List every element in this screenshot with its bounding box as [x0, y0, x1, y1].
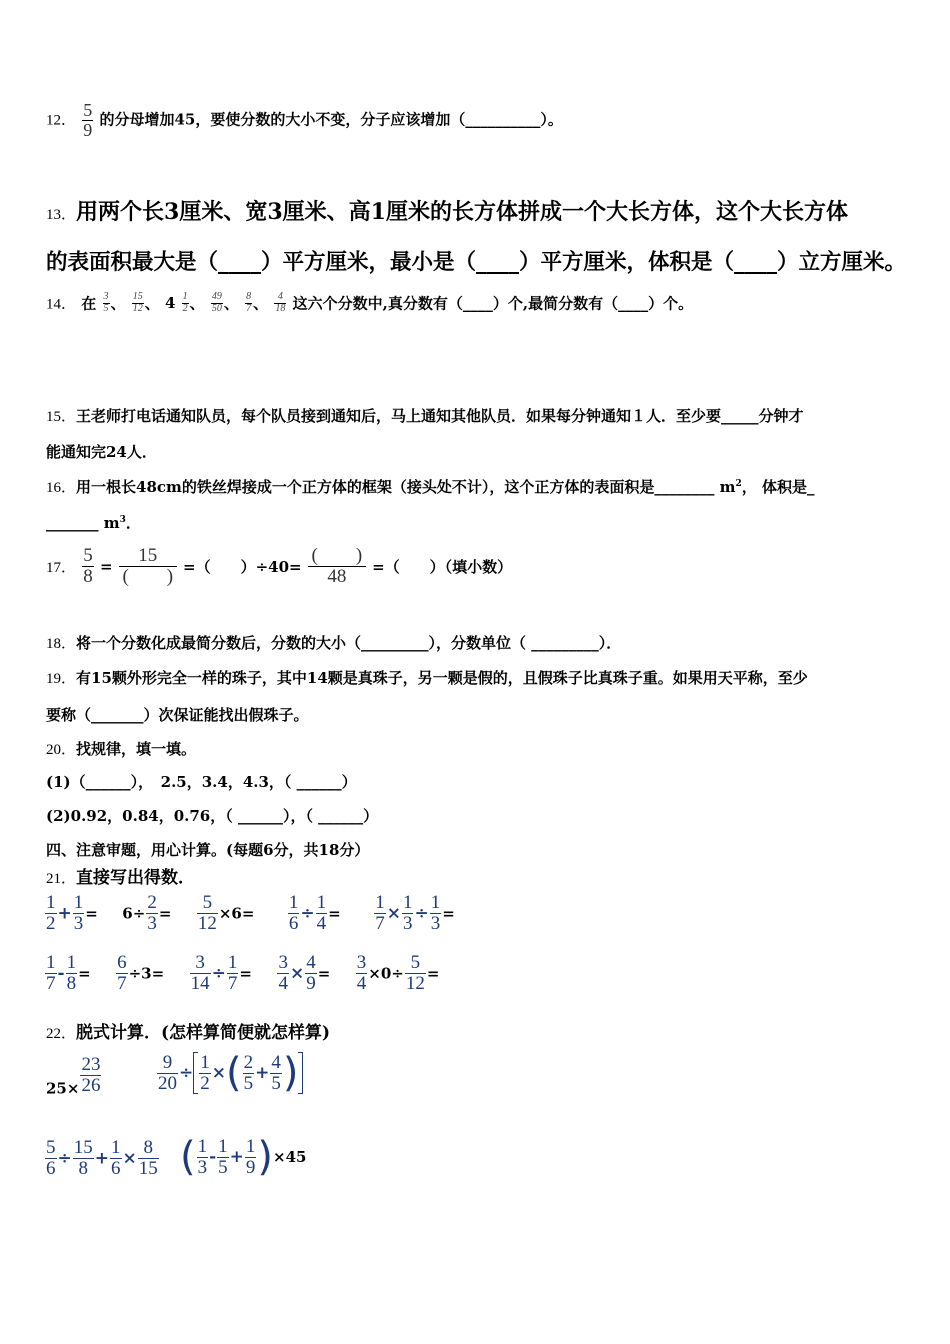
fraction: $\frac{1}{7}$ — [46, 952, 56, 994]
fraction: $\frac{3}{4}$ — [278, 952, 288, 994]
question-text: 直接写出得数． — [76, 868, 196, 888]
fraction: $\frac{49}{50}$ — [211, 291, 222, 314]
fraction: $\frac{15}{12}$ — [132, 291, 143, 314]
expression-4: ( $\frac{1}{3}$ - $\frac{1}{5}$ + $\frac{1}{9}$ )×45 — [180, 1134, 307, 1180]
question-number: 15． — [46, 409, 77, 425]
question-text: 有15颗外形完全一样的珠子，其中14颗是真珠子，另一颗是假的，且假珠子比真珠子重。如果用天平称，至少 — [76, 669, 808, 687]
calc-row-1: $\frac{1}{2}$ + $\frac{1}{3}$ = 6÷ $\frac{2}{3}$ = $\frac{5}{12}$ ×6= $\frac{1}{6}$ ÷ $\frac{1}{4}$ = $\frac{1}{7}$ × $\frac{1}{3}$ ÷ $\frac{1}{3}$ = — [46, 892, 455, 934]
fraction: $\frac{2}{5}$ — [243, 1051, 254, 1094]
fraction: $\frac{1}{2}$ — [200, 1051, 210, 1094]
fraction: $\frac{3}{14}$ — [190, 952, 210, 994]
fraction: $\frac{1}{2}$ — [46, 892, 56, 934]
question-22 — [46, 1018, 330, 1043]
fraction: $\frac{5}{9}$ — [83, 100, 93, 140]
question-19-line2: 要称（_______）次保证能找出假珠子。 — [46, 706, 309, 724]
fraction: $\frac{5}{12}$ — [405, 952, 425, 994]
fraction: $\frac{1}{8}$ — [66, 952, 77, 994]
fraction: 15 ( ) — [119, 546, 177, 587]
question-text: 这六个分数中,真分数有（____）个,最简分数有（____）个。 — [292, 294, 694, 313]
question-20-part1: (1)（______）， 2.5，3.4，4.3，（ ______） — [46, 773, 357, 791]
expression-2: $\frac{9}{20}$ ÷ $\frac{1}{2}$ ×( $\frac{2}{5}$ + $\frac{4}{5}$ ) — [156, 1050, 303, 1096]
question-number: 14． — [46, 296, 77, 313]
question-number: 13． — [46, 207, 77, 223]
fraction: $\frac{6}{7}$ — [117, 952, 127, 994]
right-paren-icon: ) — [282, 1050, 299, 1096]
fraction: $\frac{1}{6}$ — [288, 892, 299, 934]
fraction: $\frac{3}{5}$ — [103, 291, 109, 314]
question-text: 将一个分数化成最简分数后，分数的大小（_________），分数单位（ _________）． — [76, 634, 622, 652]
fraction: $\frac{1}{7}$ — [227, 952, 238, 994]
left-paren-icon: ( — [226, 1050, 242, 1096]
question-13-line1 — [46, 195, 848, 226]
question-text: 找规律，填一填。 — [76, 740, 197, 758]
calc-row-2: $\frac{1}{7}$ - $\frac{1}{8}$ = $\frac{6}{7}$ ÷3= $\frac{3}{14}$ ÷ $\frac{1}{7}$ = $\frac{3}{4}$ × $\frac{4}{9}$ = $\frac{3}{4}$ ×0÷ $\frac{5}{12}$ = — [46, 952, 440, 994]
fraction: $\frac{5}{6}$ — [46, 1137, 56, 1179]
fraction: $\frac{15}{8}$ — [73, 1137, 93, 1179]
fraction: $\frac{1}{2}$ — [182, 291, 188, 314]
question-text: 用两个长3厘米、宽3厘米、高1厘米的长方体拼成一个大长方体，这个大长方体 — [76, 199, 848, 225]
fraction: $\frac{8}{7}$ — [246, 291, 252, 314]
fraction: $\frac{1}{6}$ — [111, 1137, 121, 1179]
question-20 — [46, 738, 196, 759]
question-16-line2: _______ $m^3$． — [46, 514, 141, 532]
question-number: 18． — [46, 636, 77, 652]
fraction: $\frac{4}{9}$ — [306, 952, 316, 994]
question-number: 20． — [46, 742, 77, 758]
fraction: $\frac{4}{18}$ — [275, 291, 286, 314]
right-paren-icon: ) — [257, 1134, 274, 1180]
fraction: $\frac{1}{3}$ — [430, 892, 441, 934]
question-text: 王老师打电话通知队员，每个队员接到通知后，马上通知其他队员．如果每分钟通知１人．至少要_____分钟才 — [76, 407, 804, 425]
question-number: 17． — [46, 559, 77, 576]
fraction: $\frac{1}{9}$ — [245, 1135, 256, 1178]
question-15-line2: 能通知完24人． — [46, 443, 157, 461]
question-number: 21． — [46, 871, 77, 887]
question-text: 脱式计算．(怎样算简便就怎样算) — [76, 1023, 331, 1043]
left-paren-icon: ( — [180, 1134, 196, 1180]
fraction: $\frac{23}{26}$ — [81, 1054, 101, 1096]
question-text: 的分母增加45，要使分数的大小不变，分子应该增加（__________）。 — [99, 110, 563, 129]
question-number: 22． — [46, 1026, 77, 1042]
fraction: $\frac{4}{5}$ — [271, 1051, 281, 1094]
fraction: $\frac{9}{20}$ — [158, 1051, 177, 1094]
section-heading: 四、注意审题，用心计算。(每题6分，共18分） — [46, 841, 370, 859]
question-13-line2: 的表面积最大是（____）平方厘米，最小是（____）平方厘米，体积是（____）立方厘米。 — [46, 250, 907, 275]
fraction: ( ) 48 — [308, 546, 366, 587]
fraction: $\frac{1}{7}$ — [375, 892, 385, 934]
question-number: 16． — [46, 480, 77, 496]
question-15-line1 — [46, 405, 804, 426]
question-21 — [46, 863, 195, 888]
fraction: $\frac{2}{3}$ — [147, 892, 157, 934]
fraction: $\frac{8}{15}$ — [138, 1137, 158, 1179]
question-12 — [46, 101, 563, 140]
question-number: 12． — [46, 112, 77, 129]
question-18 — [46, 632, 621, 653]
fraction: $\frac{1}{3}$ — [197, 1135, 208, 1178]
text: 在 — [81, 294, 97, 313]
question-19-line1 — [46, 667, 808, 688]
question-20-part2: (2)0.92，0.84，0.76，（ ______），（ ______） — [46, 807, 379, 825]
question-16-line1: 16．用一根长48cm的铁丝焊接成一个正方体的框架（接头处不计），这个正方体的表面积是________ $m^2$， 体积是_ — [46, 478, 815, 496]
question-17: 17． $\frac{5}{8}$ = 15 ( ) =（ ）÷40= ( ) 48 =（ ）（填小数） — [46, 545, 513, 587]
fraction: $\frac{5}{8}$ — [83, 545, 93, 587]
fraction: $\frac{1}{4}$ — [316, 892, 327, 934]
fraction: $\frac{5}{12}$ — [197, 892, 217, 934]
expression-1: 25× $\frac{23}{26}$ — [46, 1054, 101, 1098]
fraction: $\frac{1}{3}$ — [73, 892, 84, 934]
expression-3: $\frac{5}{6}$ ÷ $\frac{15}{8}$ + $\frac{1}{6}$ × $\frac{8}{15}$ — [46, 1137, 158, 1179]
fraction: $\frac{3}{4}$ — [356, 952, 367, 994]
question-14: 14． 在 $\frac{3}{5}$ 、 $\frac{15}{12}$ 、 4 $\frac{1}{2}$ 、 $\frac{49}{50}$ 、 $\frac{8}{7}$ 、 $\frac{4}{18}$ 这六个分数中,真分数有（____）个,最简分数有（____）个。 — [46, 291, 694, 314]
fraction: $\frac{1}{3}$ — [402, 892, 413, 934]
fraction: $\frac{1}{5}$ — [218, 1135, 228, 1178]
question-number: 19． — [46, 671, 77, 687]
